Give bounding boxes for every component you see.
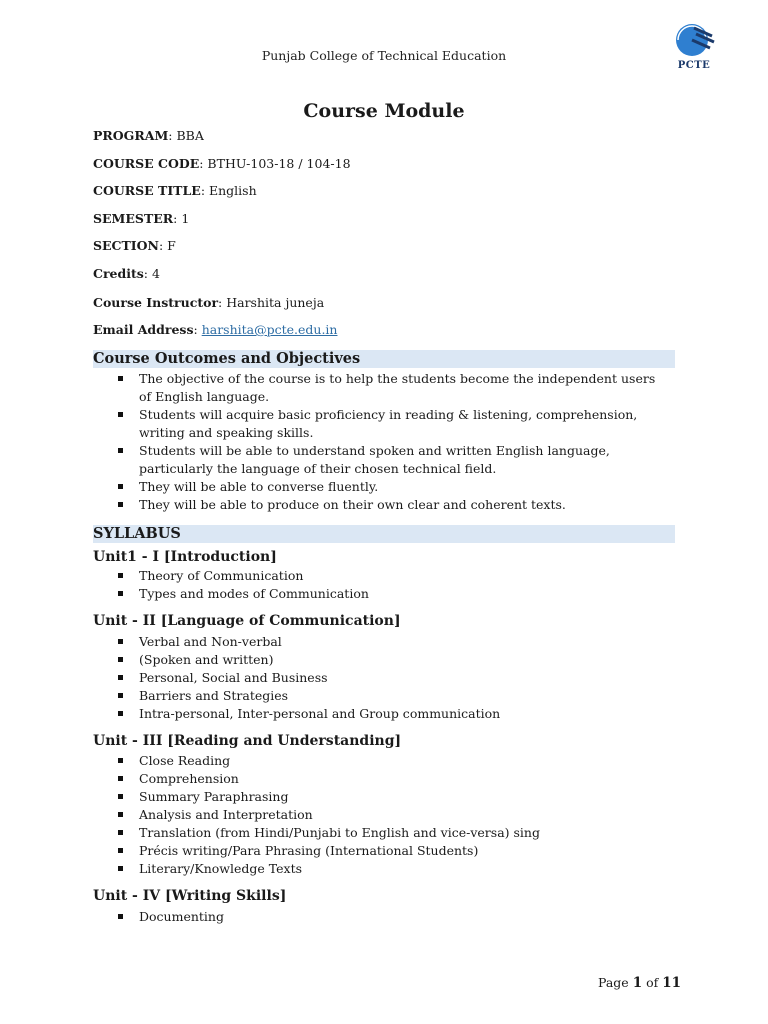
unit-1-heading: Unit1 - I [Introduction] — [93, 549, 277, 565]
course-code-label: COURSE CODE — [93, 156, 200, 171]
list-item: (Spoken and written) — [118, 651, 663, 669]
list-item: Verbal and Non-verbal — [118, 633, 663, 651]
list-item: They will be able to converse fluently. — [118, 478, 663, 496]
list-item: They will be able to produce on their own clear and coherent texts. — [118, 496, 663, 514]
unit-4-heading: Unit - IV [Writing Skills] — [93, 888, 287, 904]
list-item: Students will acquire basic proficiency in reading & listening, comprehension, writing and speaking skills. — [118, 406, 663, 442]
semester-value: : 1 — [173, 211, 190, 226]
unit-3-list — [118, 752, 663, 878]
list-item: Barriers and Strategies — [118, 687, 663, 705]
list-item: Comprehension — [118, 770, 663, 788]
list-item: Documenting — [118, 908, 663, 926]
credits-row — [93, 266, 160, 281]
section-value: : F — [158, 238, 176, 253]
course-code-value: : BTHU-103-18 / 104-18 — [199, 156, 351, 171]
syllabus-heading: SYLLABUS — [93, 525, 675, 543]
course-title-value: : English — [200, 183, 257, 198]
list-item: Literary/Knowledge Texts — [118, 860, 663, 878]
list-item: Précis writing/Para Phrasing (International Students) — [118, 842, 663, 860]
credits-value: : 4 — [143, 266, 160, 281]
page-number — [598, 975, 681, 991]
list-item: Close Reading — [118, 752, 663, 770]
semester-row — [93, 211, 189, 226]
unit-2-heading: Unit - II [Language of Communication] — [93, 613, 401, 629]
list-item: Types and modes of Communication — [118, 585, 663, 603]
course-title-label: COURSE TITLE — [93, 183, 201, 198]
unit-1-list — [118, 567, 663, 603]
page-total: 11 — [662, 975, 682, 991]
instructor-row — [93, 295, 324, 310]
page-current: 1 — [632, 975, 643, 991]
section-label: SECTION — [93, 238, 159, 253]
semester-label: SEMESTER — [93, 211, 174, 226]
of-word: of — [646, 975, 659, 990]
unit-4-list — [118, 908, 663, 926]
page-title: Course Module — [303, 100, 465, 122]
program-value: : BBA — [168, 128, 204, 143]
section-row — [93, 238, 176, 253]
instructor-label: Course Instructor — [93, 295, 219, 310]
course-code-row — [93, 156, 351, 171]
institution-name: Punjab College of Technical Education — [261, 48, 507, 63]
email-label: Email Address — [93, 322, 194, 337]
email-link[interactable]: harshita@pcte.edu.in — [201, 322, 338, 337]
list-item: Translation (from Hindi/Punjabi to English and vice-versa) sing — [118, 824, 663, 842]
unit-2-list — [118, 633, 663, 723]
outcomes-list — [118, 370, 663, 514]
program-row — [93, 128, 204, 143]
list-item: Personal, Social and Business — [118, 669, 663, 687]
list-item: Summary Paraphrasing — [118, 788, 663, 806]
email-separator: : — [193, 322, 202, 337]
list-item: Intra-personal, Inter-personal and Group communication — [118, 705, 663, 723]
list-item: Analysis and Interpretation — [118, 806, 663, 824]
course-title-row — [93, 183, 257, 198]
page-word: Page — [598, 975, 629, 990]
list-item: Theory of Communication — [118, 567, 663, 585]
credits-label: Credits — [93, 266, 144, 281]
email-row — [93, 322, 337, 337]
unit-3-heading: Unit - III [Reading and Understanding] — [93, 733, 402, 749]
outcomes-heading: Course Outcomes and Objectives — [93, 350, 675, 368]
instructor-value: : Harshita juneja — [218, 295, 325, 310]
list-item: Students will be able to understand spoken and written English language, particularly the language of their chosen technical field. — [118, 442, 663, 478]
list-item: The objective of the course is to help the students become the independent users of English language. — [118, 370, 663, 406]
logo-text: PCTE — [677, 60, 711, 71]
program-label: PROGRAM — [93, 128, 169, 143]
